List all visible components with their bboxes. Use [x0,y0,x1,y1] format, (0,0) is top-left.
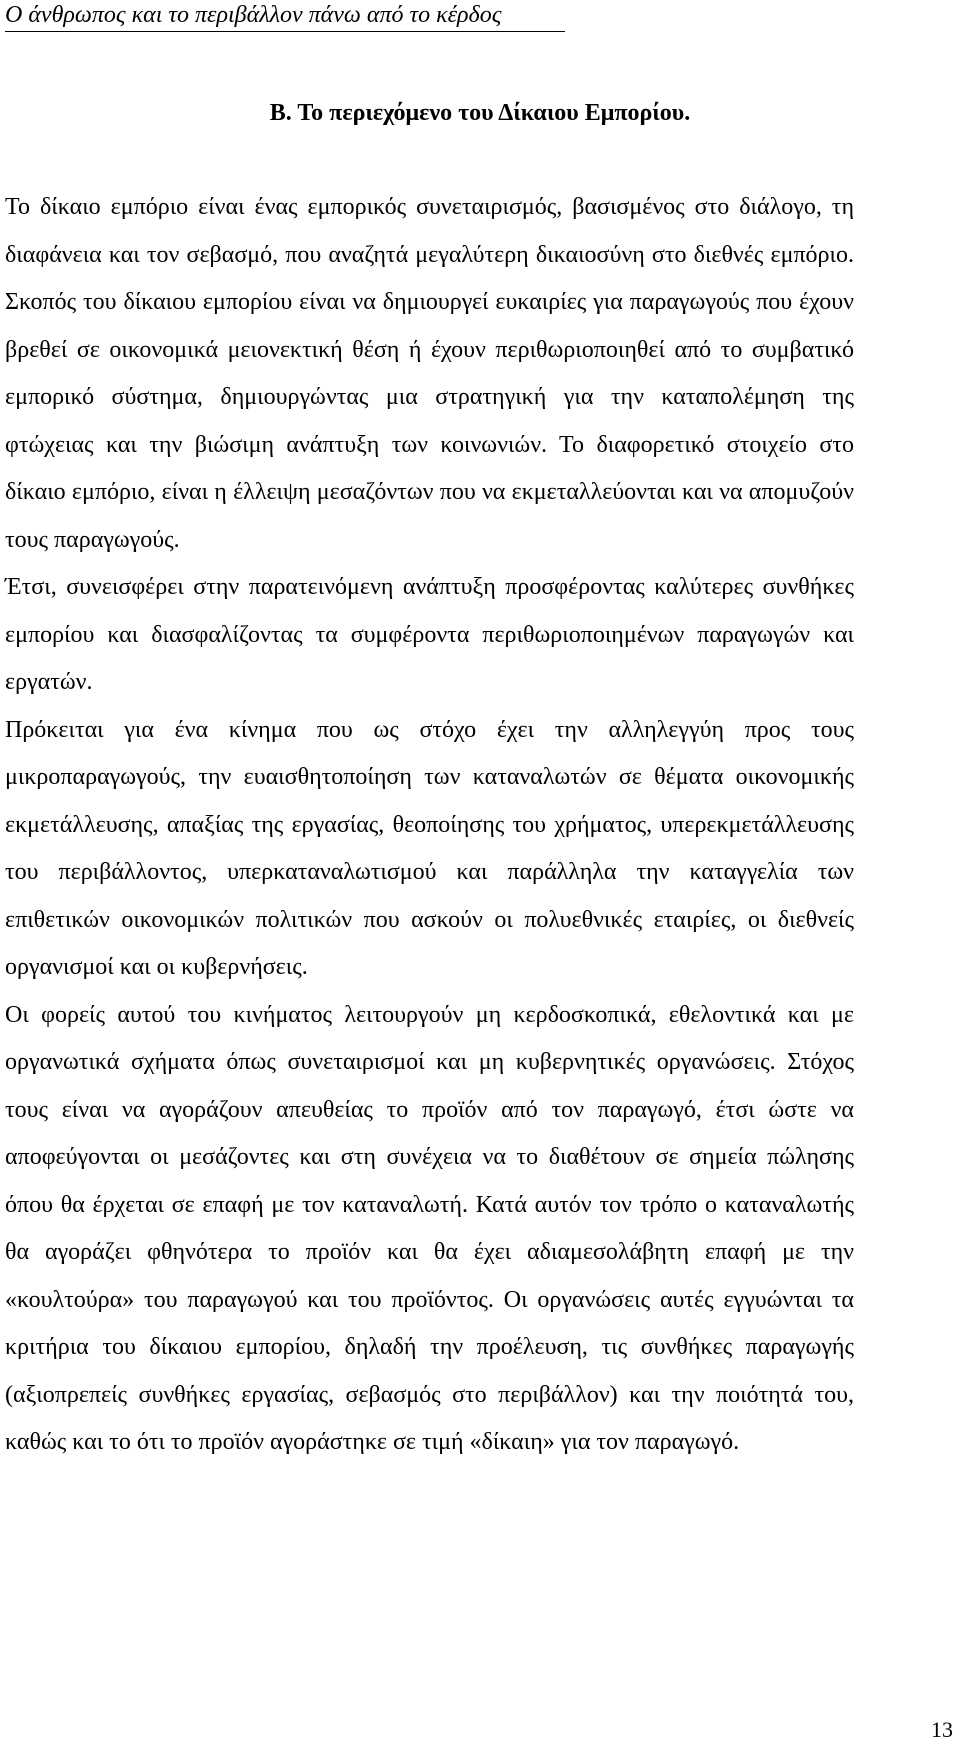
paragraph-contribution: Έτσι, συνεισφέρει στην παρατεινόμενη ανάπτυξη προσφέροντας καλύτερες συνθήκες εμπορίου και διασφαλίζοντας τα συμφέροντα περιθωριοποιημένων παραγωγών και εργατών. [5,574,854,695]
page-number: 13 [931,1717,953,1742]
paragraph-movement: Πρόκειται για ένα κίνημα που ως στόχο έχει την αλληλεγγύη προς τους μικροπαραγωγούς, την ευαισθητοποίηση των καταναλωτών σε θέματα οικονομικής εκμετάλλευσης, απαξίας της εργασίας, θεοποίησης του χρήματος, υπερεκμετάλλευσης του περιβάλλοντος, υπερκαταναλωτισμού και παράλληλα την καταγγελία των επιθετικών οικονομικών πολιτικών που ασκούν οι πολυεθνικές εταιρίες, οι διεθνείς οργανισμοί και οι κυβερνήσεις. [5,716,854,980]
paragraph-definition: Το δίκαιο εμπόριο είναι ένας εμπορικός συνεταιρισμός, βασισμένος στο διάλογο, τη διαφάνεια και τον σεβασμό, που αναζητά μεγαλύτερη δικαιοσύνη στο διεθνές εμπόριο. Σκοπός του δίκαιου εμπορίου είναι να δημιουργεί ευκαιρίες για παραγωγούς που έχουν βρεθεί σε οικονομικά μειονεκτική θέση ή έχουν περιθωριοποιηθεί από το συμβατικό εμπορικό σύστημα, δημιουργώντας μια στρατηγική για την καταπολέμηση της φτώχειας και την βιώσιμη ανάπτυξη των κοινωνιών. Το διαφορετικό στοιχείο στο δίκαιο εμπόριο, είναι η έλλειψη μεσαζόντων που να εκμεταλλεύονται και να απομυζούν τους παραγωγούς. [5,194,854,553]
section-title: Β. Το περιεχόμενο του Δίκαιου Εμπορίου. [269,100,691,126]
paragraph-organizations: Οι φορείς αυτού του κινήματος λειτουργούν μη κερδοσκοπικά, εθελοντικά και με οργανωτικά σχήματα όπως συνεταιρισμοί και μη κυβερνητικές οργανώσεις. Στόχος τους είναι να αγοράζουν απευθείας το προϊόν από τον παραγωγό, έτσι ώστε να αποφεύγονται οι μεσάζοντες και στη συνέχεια να το διαθέτουν σε σημεία πώλησης όπου θα έρχεται σε επαφή με τον καταναλωτή. Κατά αυτόν τον τρόπο ο καταναλωτής θα αγοράζει φθηνότερα το προϊόν και θα έχει αδιαμεσολάβητη επαφή με την «κουλτούρα» του παραγωγού και του προϊόντος. Οι οργανώσεις αυτές εγγυώνται τα κριτήρια του δίκαιου εμπορίου, δηλαδή την προέλευση, τις συνθήκες παραγωγής (αξιοπρεπείς συνθήκες εργασίας, σεβασμός στο περιβάλλον) και την ποιότητά του, καθώς και το ότι το προϊόν αγοράστηκε σε τιμή «δίκαιη» για τον παραγωγό. [5,1001,854,1455]
running-header: Ο άνθρωπος και το περιβάλλον πάνω από το κέρδος [5,0,565,32]
body-text [5,184,854,1467]
